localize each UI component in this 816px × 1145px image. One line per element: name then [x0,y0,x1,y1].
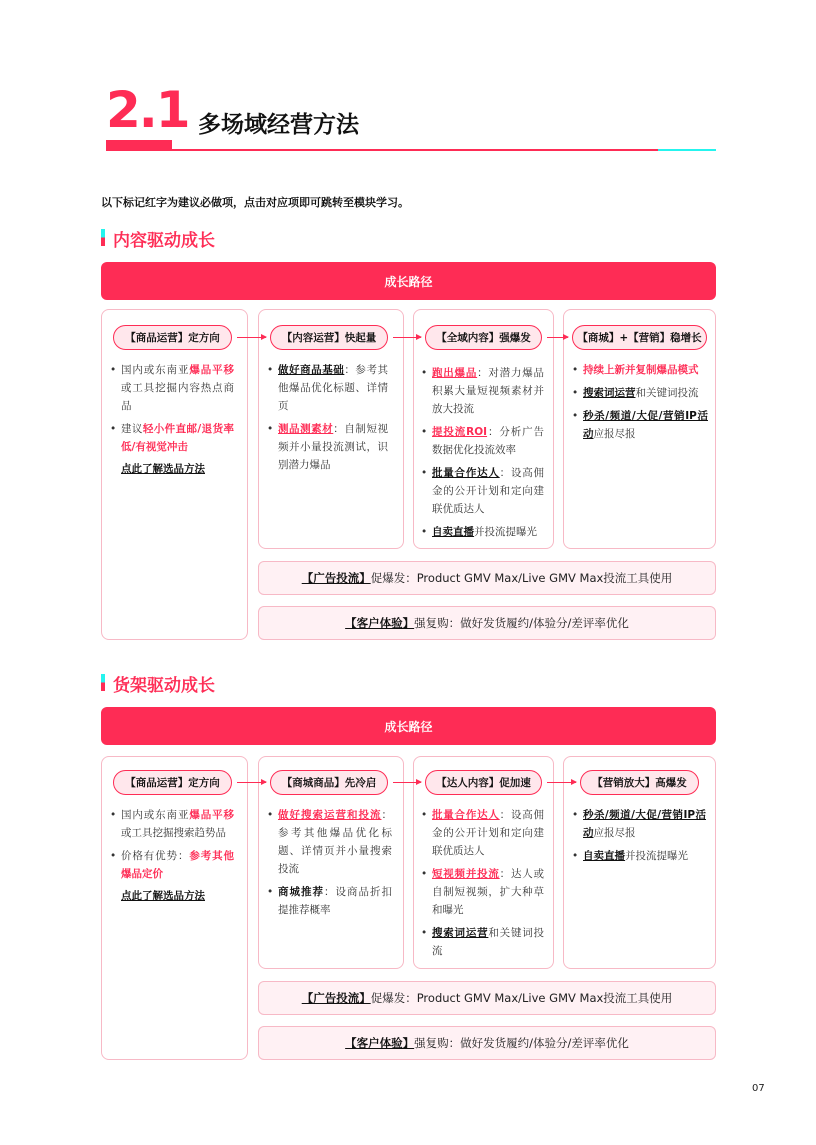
page-title: 多场域经营方法 [198,112,359,138]
bar-tag[interactable]: 【客户体验】 [345,616,415,630]
banner-label: 成长路径 [384,274,433,289]
step-pill[interactable]: 【商城商品】先冷启 [270,770,388,795]
list-item: • 秒杀/频道/大促/营销IP活动应报尽报 [571,407,708,443]
list-item: • 搜索词运营和关键词投流 [420,924,544,960]
list-item: • 持续上新并复制爆品模式 [571,361,708,379]
column-content-1 [109,361,234,476]
growth-path-banner [101,262,716,300]
ad-placement-bar[interactable] [258,561,716,595]
list-item: • 做好搜索运营和投流：参考其他爆品优化标题、详情页并小量搜索投流 [266,806,392,878]
intro-text: 以下标记红字为建议必做项，点击对应项即可跳转至模块学习。 [101,196,409,209]
bar-text: 强复购：做好发货履约/体验分/差评率优化 [414,616,629,630]
list-item: • 自卖直播并投流提曝光 [571,847,706,865]
list-item: • 秒杀/频道/大促/营销IP活动应报尽报 [571,806,706,842]
bar-text: 促爆发：Product GMV Max/Live GMV Max投流工具使用 [370,571,673,585]
ad-placement-bar[interactable] [258,981,716,1015]
column-content-3 [420,364,544,546]
list-item: • 批量合作达人：设高佣金的公开计划和定向建联优质达人 [420,464,544,518]
title-rule-accent [658,149,716,151]
arrow-icon [393,782,421,783]
list-item: • 搜索词运营和关键词投流 [571,384,708,402]
bar-tag[interactable]: 【广告投流】 [301,571,371,585]
section-number: 2.1 [106,81,189,139]
list-item: • 国内或东南亚爆品平移或工具挖掘内容热点商品 [109,361,234,415]
banner-label: 成长路径 [384,719,433,734]
section-title-content: 内容驱动成长 [113,231,215,251]
list-item: • 跑出爆品：对潜力爆品积累大量短视频素材并放大投流 [420,364,544,418]
growth-path-banner [101,707,716,745]
list-item: • 建议轻小件直邮/退货率低/有视觉冲击 [109,420,234,456]
column-content-4 [571,361,708,448]
list-item: • 商城推荐：设商品折扣提推荐概率 [266,883,392,919]
column-content-3 [420,806,544,965]
arrow-icon [393,337,421,338]
arrow-icon [237,337,266,338]
arrow-icon [237,782,266,783]
section-title-shelf: 货架驱动成长 [113,676,215,696]
list-item: • 价格有优势：参考其他爆品定价 [109,847,234,883]
list-item: • 自卖直播并投流提曝光 [420,523,544,541]
step-pill[interactable]: 【内容运营】快起量 [270,325,388,350]
bar-tag[interactable]: 【广告投流】 [301,991,371,1005]
arrow-icon [547,337,568,338]
list-item: • 国内或东南亚爆品平移或工具挖掘搜索趋势品 [109,806,234,842]
list-item: • 短视频并投流：达人或自制短视频，扩大种草和曝光 [420,865,544,919]
column-content-4 [571,806,706,870]
bar-text: 促爆发：Product GMV Max/Live GMV Max投流工具使用 [370,991,673,1005]
step-pill[interactable]: 【全域内容】强爆发 [425,325,542,350]
step-pill[interactable]: 【商城】+【营销】稳增长 [572,325,707,350]
page-number: 07 [752,1083,765,1094]
arrow-icon [547,782,576,783]
selection-method-link[interactable]: 点此了解选品方法 [121,890,205,902]
step-pill[interactable]: 【商品运营】定方向 [113,325,232,350]
bar-text: 强复购：做好发货履约/体验分/差评率优化 [414,1036,629,1050]
step-pill[interactable]: 【营销放大】高爆发 [580,770,699,795]
column-content-2 [266,361,388,479]
list-item: • 提投流ROI：分析广告数据优化投流效率 [420,423,544,459]
column-card-1 [101,756,248,1060]
list-item: • 测品测素材：自制短视频并小量投流测试，识别潜力爆品 [266,420,388,474]
list-item: • 做好商品基础：参考其他爆品优化标题、详情页 [266,361,388,415]
customer-experience-bar[interactable] [258,606,716,640]
column-content-1 [109,806,234,903]
bar-tag[interactable]: 【客户体验】 [345,1036,415,1050]
section-marker [101,229,105,246]
step-pill[interactable]: 【达人内容】促加速 [425,770,542,795]
selection-method-link[interactable]: 点此了解选品方法 [121,463,205,475]
step-pill[interactable]: 【商品运营】定方向 [113,770,232,795]
customer-experience-bar[interactable] [258,1026,716,1060]
title-rule [106,149,658,151]
column-content-2 [266,806,392,924]
section-marker [101,674,105,691]
list-item: • 批量合作达人：设高佣金的公开计划和定向建联优质达人 [420,806,544,860]
